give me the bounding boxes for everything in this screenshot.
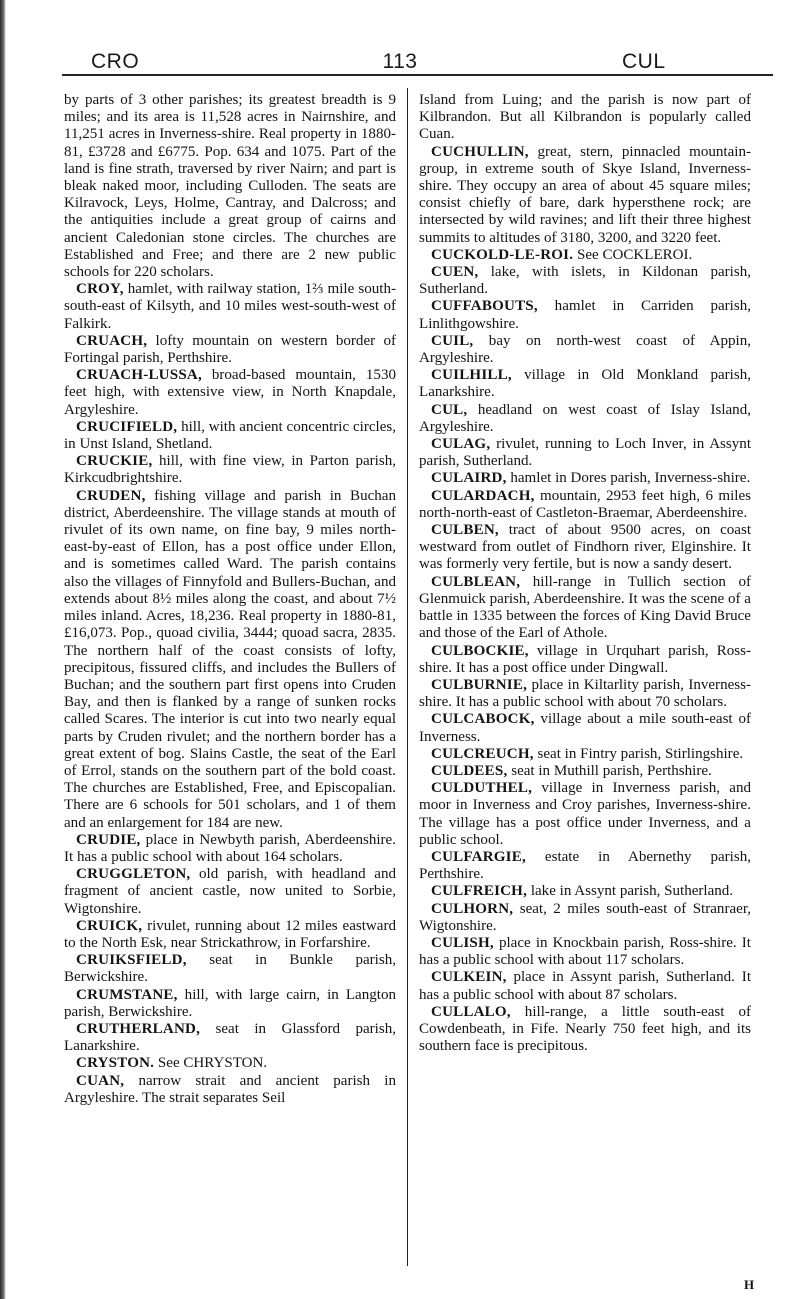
header-left-word: CRO (91, 50, 140, 73)
dictionary-entry (419, 711, 751, 745)
entry-headword: CUCHULLIN, (431, 143, 529, 160)
entry-text: hill, with ancient concentric circles, in Unst Island, Shetland. (64, 418, 396, 453)
entry-text: seat, 2 miles south-east of Stranraer, Wigtonshire. (419, 900, 751, 934)
entry-text: bay on north-west coast of Appin, Argyleshire. (419, 332, 751, 367)
dictionary-entry (419, 470, 751, 487)
dictionary-entry (64, 987, 396, 1021)
entry-headword: CRUICK, (76, 917, 143, 934)
entry-headword: CRUACH-LUSSA, (76, 367, 202, 384)
entry-headword: CRUCIFIELD, (76, 418, 178, 435)
entry-headword: CRUIKSFIELD, (76, 952, 187, 969)
dictionary-entry (419, 333, 751, 367)
dictionary-entry (64, 1021, 396, 1055)
entry-text: place in Kiltarlity parish, Inverness-shire. It has a public school with about 70 scholars. (419, 676, 751, 711)
dictionary-entry (64, 281, 396, 333)
entry-headword: CULISH, (431, 934, 494, 951)
entry-text: lake, with islets, in Kildonan parish, Sutherland. (419, 264, 751, 298)
entry-headword: CULBEN, (431, 522, 499, 539)
entry-headword: CULAIRD, (431, 470, 507, 487)
dictionary-entry (419, 247, 751, 264)
entry-headword: CRUMSTANE, (76, 986, 178, 1003)
dictionary-entry (64, 419, 396, 453)
dictionary-entry (64, 952, 396, 986)
entry-text: rivulet, running to Loch Inver, in Assynt parish, Sutherland. (419, 436, 751, 470)
header-right-word: CUL (622, 50, 666, 73)
entry-headword: CULKEIN, (431, 969, 507, 986)
dictionary-entry (64, 92, 396, 281)
left-column (64, 92, 396, 1107)
dictionary-entry (64, 1073, 396, 1107)
entry-text: hamlet in Dores parish, Inverness-shire. (506, 470, 751, 487)
dictionary-entry (419, 643, 751, 677)
dictionary-entry (419, 763, 751, 780)
dictionary-entry (419, 883, 751, 900)
page-binding-edge (0, 0, 6, 1299)
entry-headword: CRUGGLETON, (76, 866, 191, 883)
entry-text: mountain, 2953 feet high, 6 miles north-north-east of Castleton-Braemar, Aberdeenshire. (419, 487, 751, 521)
entry-text: headland on west coast of Islay Island, Argyleshire. (419, 401, 751, 435)
dictionary-entry (64, 832, 396, 866)
dictionary-entry (64, 333, 396, 367)
entry-text: seat in Muthill parish, Perthshire. (507, 762, 712, 779)
dictionary-entry (419, 677, 751, 711)
running-header (0, 42, 800, 76)
column-divider (407, 88, 408, 1266)
entry-text: hill, with large cairn, in Langton parish, Berwickshire. (64, 986, 396, 1020)
entry-headword: CULCABOCK, (431, 711, 535, 728)
right-column (419, 92, 751, 1055)
entry-headword: CULARDACH, (431, 487, 535, 504)
entry-headword: CUFFABOUTS, (431, 298, 538, 315)
entry-text: seat in Glassford parish, Lanarkshire. (64, 1020, 396, 1055)
entry-text: place in Newbyth parish, Aberdeenshire. It has a public school with about 164 scholars. (64, 831, 396, 865)
dictionary-entry (419, 1004, 751, 1056)
entry-headword: CRUCKIE, (76, 453, 153, 470)
entry-headword: CULBLEAN, (431, 573, 521, 590)
page-number: 113 (382, 50, 418, 73)
dictionary-entry (419, 574, 751, 643)
entry-text: See COCKLEROI. (573, 246, 693, 263)
entry-text: hamlet in Carriden parish, Linlithgowshire. (419, 298, 751, 332)
entry-headword: CUEN, (431, 264, 479, 281)
entry-headword: CULBOCKIE, (431, 642, 529, 659)
entry-headword: CUILHILL, (431, 367, 512, 384)
entry-text: village in Old Monkland parish, Lanarkshire. (419, 367, 751, 401)
entry-text: village in Urquhart parish, Ross-shire. It has a post office under Dingwall. (419, 642, 751, 676)
entry-headword: CUAN, (76, 1072, 125, 1089)
dictionary-entry (419, 935, 751, 969)
entry-text: seat in Fintry parish, Stirlingshire. (533, 745, 744, 762)
entry-headword: CUIL, (431, 332, 474, 349)
dictionary-entry (419, 969, 751, 1003)
entry-text: narrow strait and ancient parish in Argyleshire. The strait separates Seil (64, 1072, 396, 1106)
dictionary-entry (64, 918, 396, 952)
entry-headword: CULFREICH, (431, 883, 528, 900)
entry-text: village about a mile south-east of Inverness. (419, 711, 751, 745)
entry-headword: CUCKOLD-LE-ROI. (431, 246, 574, 263)
entry-text: estate in Abernethy parish, Perthshire. (419, 848, 751, 883)
entry-text: See CHRYSTON. (154, 1055, 268, 1072)
dictionary-entry (419, 264, 751, 298)
entry-headword: CUL, (431, 401, 468, 418)
entry-headword: CULBURNIE, (431, 676, 528, 693)
signature-mark: H (744, 1277, 755, 1292)
dictionary-entry (64, 367, 396, 419)
entry-headword: CRYSTON. (76, 1055, 155, 1072)
entry-headword: CULDUTHEL, (431, 780, 533, 797)
entry-headword: CRUACH, (76, 332, 148, 349)
dictionary-entry (419, 144, 751, 247)
entry-headword: CULFARGIE, (431, 848, 526, 865)
entry-text: hill-range in Tullich section of Glenmuick parish, Aberdeenshire. It was the scene of a battle in 1335 between the forces of King David Bruce and those of the Earl of Athole. (419, 573, 751, 642)
dictionary-entry (419, 522, 751, 574)
entry-text: great, stern, pinnacled mountain-group, in extreme south of Skye Island, Inverness-shire. They occupy an area of about 45 square miles; consist chiefly of bare, dark hypersthene rock; are intersected by wild ravines; and lift their three highest summits to altitudes of 3180, 3200, and 3220 feet. (419, 143, 751, 246)
entry-headword: CULHORN, (431, 900, 514, 917)
entry-text: by parts of 3 other parishes; its greatest breadth is 9 miles; and its area is 11,528 acres in Nairnshire, and 11,251 acres in Inverness-shire. Real property in 1880-81, £3728 and £6775. Pop. 634 and 1075. Part of the land is fine strath, traversed by river Nairn; and part is bleak naked moor, including Culloden. The seats are Kilravock, Leys, Holme, Cantray, and Dalcross; and the antiquities include a great group of cairns and ancient Caledonian stone circles. The churches are Established and Free; and there are 2 new public schools for 220 scholars. (64, 92, 396, 281)
entry-text: fishing village and parish in Buchan district, Aberdeenshire. The village stands at mouth of rivulet of its own name, on fine bay, 9 miles north-east-by-east of Ellon, has a post office under Ellon, and is sometimes called Ward. The parish contains also the villages of Finnyfold and Bullers-Buchan, and extends about 8½ miles along the coast, and about 7½ miles inland. Acres, 18,236. Real property in 1880-81, £16,073. Pop., quoad civilia, 3444; quoad sacra, 2835. The northern half of the coast consists of lofty, precipitous, fissured cliffs, and includes the Bullers of Buchan; and the southern part first opens into Cruden Bay, and then is flanked by a range of sunken rocks called Scares. The interior is cut into two nearly equal parts by Cruden rivulet; and the northern border has a great extent of bog. Slains Castle, the seat of the Earl of Errol, stands on the southern part of the bold coast. The churches are Established, Free, and Episcopalian. There are 6 schools for 501 scholars, and 1 of them and an enlargement for 184 are new. (64, 487, 396, 831)
dictionary-entry (64, 866, 396, 918)
entry-text: seat in Bunkle parish, Berwickshire. (64, 952, 396, 986)
entry-headword: CULCREUCH, (431, 745, 534, 762)
dictionary-entry (419, 901, 751, 935)
dictionary-entry (64, 488, 396, 832)
entry-text: lake in Assynt parish, Sutherland. (527, 883, 734, 900)
entry-text: hamlet, with railway station, 1⅔ mile south-south-east of Kilsyth, and 10 miles west-south-west of Falkirk. (64, 281, 396, 332)
entry-text: broad-based mountain, 1530 feet high, with extensive view, in North Knapdale, Argyleshire. (64, 367, 396, 418)
entry-text: place in Knockbain parish, Ross-shire. It has a public school with about 117 scholars. (419, 934, 751, 969)
dictionary-entry (64, 453, 396, 487)
entry-headword: CRUTHERLAND, (76, 1020, 201, 1037)
dictionary-entry (419, 402, 751, 436)
entry-text: hill, with fine view, in Parton parish, Kirkcudbrightshire. (64, 453, 396, 487)
dictionary-entry (419, 849, 751, 883)
dictionary-entry (419, 746, 751, 763)
dictionary-entry (419, 298, 751, 332)
dictionary-entry (419, 488, 751, 522)
entry-headword: CRUDIE, (76, 831, 141, 848)
entry-headword: CULLALO, (431, 1003, 511, 1020)
entry-text: lofty mountain on western border of Fortingal parish, Perthshire. (64, 332, 396, 367)
entry-headword: CULAG, (431, 436, 491, 453)
entry-text: place in Assynt parish, Sutherland. It has a public school with about 87 scholars. (419, 969, 751, 1003)
entry-text: hill-range, a little south-east of Cowdenbeath, in Fife. Nearly 750 feet high, and its southern face is precipitous. (419, 1003, 751, 1055)
dictionary-entry (419, 436, 751, 470)
entry-headword: CROY, (76, 281, 124, 298)
header-rule (62, 74, 773, 76)
dictionary-entry (419, 367, 751, 401)
entry-text: rivulet, running about 12 miles eastward to the North Esk, near Strickathrow, in Forfarshire. (64, 917, 396, 951)
entry-text: Island from Luing; and the parish is now part of Kilbrandon. But all Kilbrandon is popularly called Cuan. (419, 92, 751, 143)
dictionary-entry (64, 1055, 396, 1072)
entry-text: tract of about 9500 acres, on coast westward from outlet of Findhorn river, Elginshire. It was formerly very fertile, but is now a sandy desert. (419, 522, 751, 573)
dictionary-entry (419, 92, 751, 144)
dictionary-entry (419, 780, 751, 849)
entry-text: old parish, with headland and fragment of ancient castle, now united to Sorbie, Wigtonshire. (64, 866, 396, 917)
entry-text: village in Inverness parish, and moor in Inverness and Croy parishes, Inverness-shire. The village has a post office under Inverness, and a public school. (419, 780, 751, 848)
entry-headword: CULDEES, (431, 762, 508, 779)
entry-headword: CRUDEN, (76, 487, 146, 504)
